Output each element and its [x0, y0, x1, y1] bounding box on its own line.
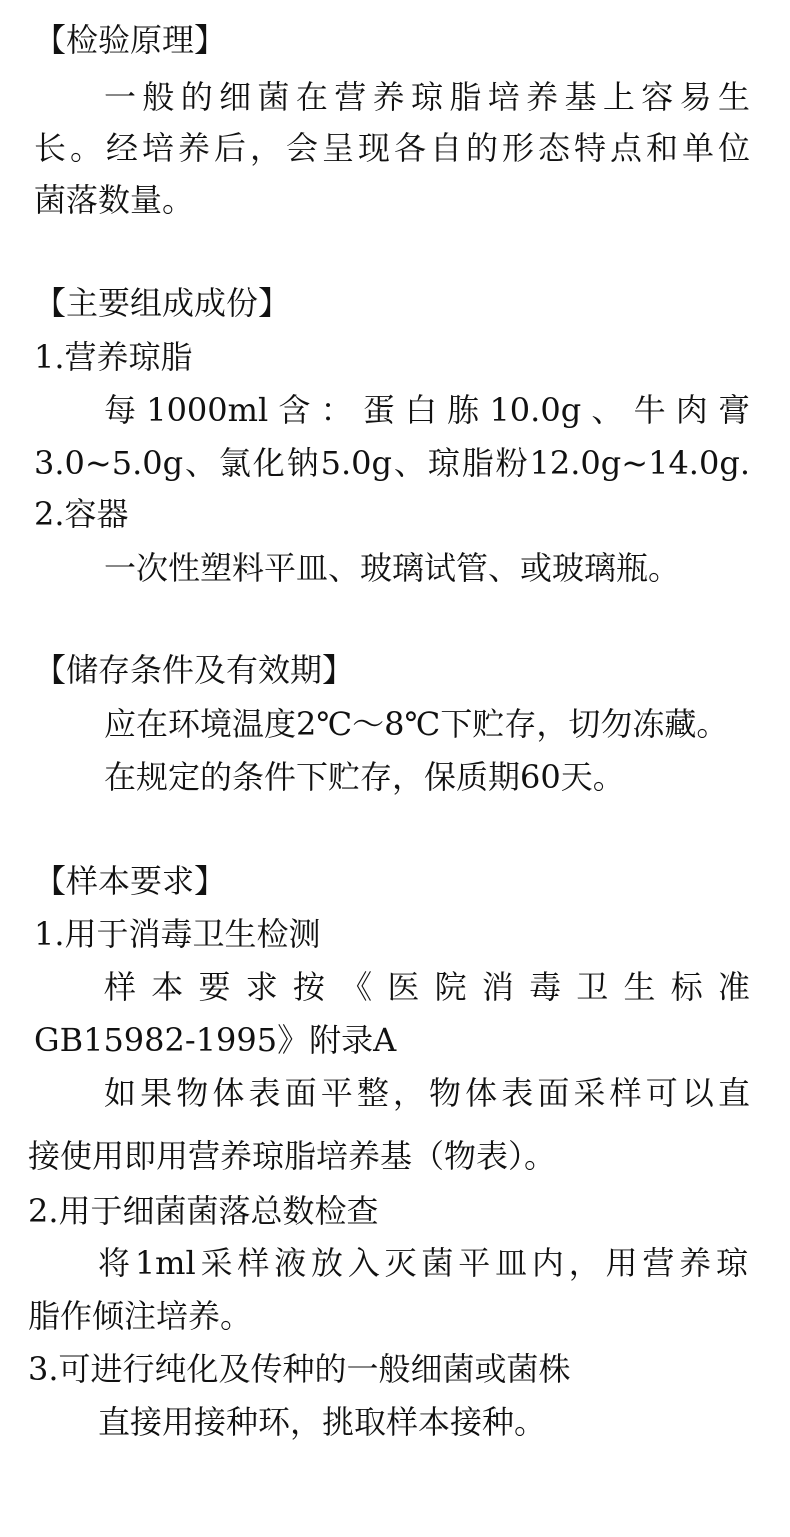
- sample-item-2-line-2: 脂作倾注培养。: [28, 1297, 253, 1335]
- composition-item-1-title: 1.营养琼脂: [34, 338, 193, 376]
- principle-line-1: 一般的细菌在营养琼脂培养基上容易生: [104, 78, 750, 116]
- composition-item-2-title: 2.容器: [34, 495, 129, 533]
- section-heading-principle: 【检验原理】: [34, 21, 227, 59]
- sample-item-2-line-1: 将1ml采样液放入灭菌平皿内，用营养琼: [98, 1244, 748, 1282]
- section-heading-composition: 【主要组成成份】: [34, 284, 291, 322]
- section-heading-storage: 【储存条件及有效期】: [34, 651, 355, 689]
- sample-item-1-line-4: 接使用即用营养琼脂培养基（物表）。: [28, 1137, 557, 1175]
- composition-item-2-line: 一次性塑料平皿、玻璃试管、或玻璃瓶。: [104, 549, 681, 587]
- sample-item-1-title: 1.用于消毒卫生检测: [34, 915, 321, 953]
- composition-item-1-line-2: 3.0~5.0g、氯化钠5.0g、琼脂粉12.0g~14.0g.: [34, 444, 750, 482]
- principle-line-3: 菌落数量。: [34, 181, 195, 219]
- sample-item-2-title: 2.用于细菌菌落总数检查: [28, 1192, 379, 1230]
- storage-line-1: 应在环境温度2℃～8℃下贮存，切勿冻藏。: [104, 705, 729, 743]
- composition-item-1-line-1: 每1000ml含：蛋白胨10.0g、牛肉膏: [104, 391, 750, 429]
- sample-item-1-line-2: GB15982-1995》附录A: [34, 1021, 397, 1059]
- sample-item-1-line-3: 如果物体表面平整，物体表面采样可以直: [104, 1074, 750, 1112]
- storage-line-2: 在规定的条件下贮存，保质期60天。: [104, 758, 625, 796]
- principle-line-2: 长。经培养后，会呈现各自的形态特点和单位: [34, 129, 750, 167]
- section-heading-sample: 【样本要求】: [34, 862, 227, 900]
- sample-item-3-title: 3.可进行纯化及传种的一般细菌或菌株: [28, 1350, 571, 1388]
- sample-item-1-line-1: 样本要求按《医院消毒卫生标准: [104, 968, 750, 1006]
- sample-item-3-line: 直接用接种环，挑取样本接种。: [98, 1403, 547, 1441]
